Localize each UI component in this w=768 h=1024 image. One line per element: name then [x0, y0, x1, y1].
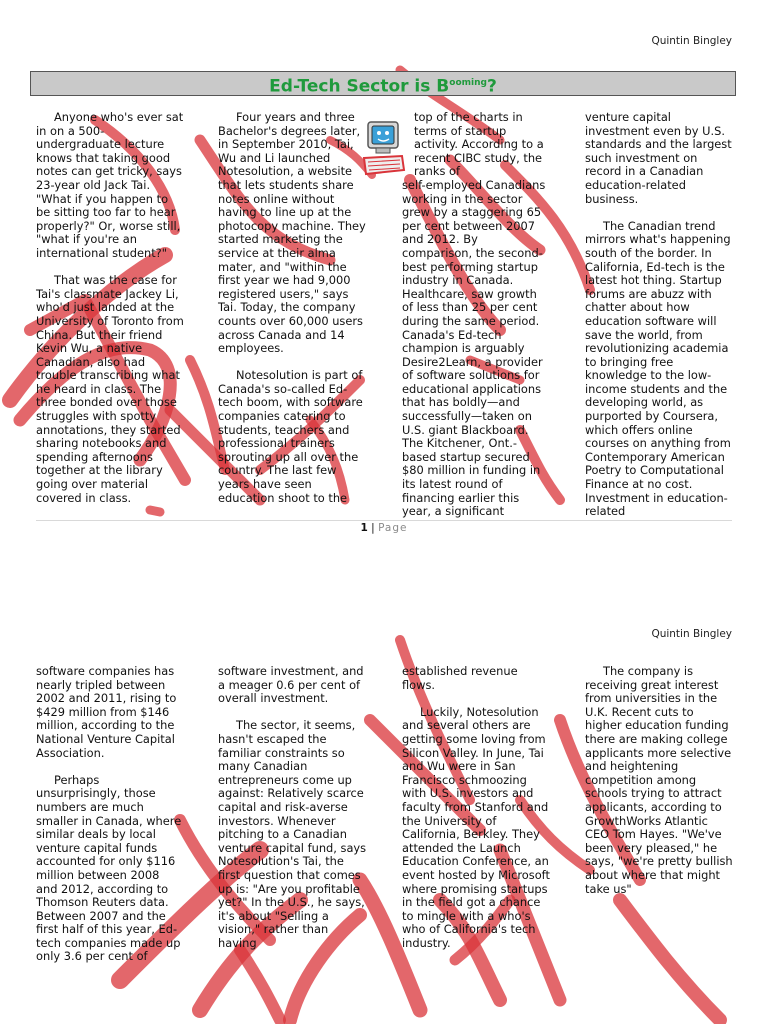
footer-divider — [36, 520, 732, 521]
page2-column-1 — [36, 665, 184, 978]
paragraph: Notesolution is part of Canada's so-called Ed-tech boom, with software companies catering to students, teachers and professional trainers sprouting up all over the country. The last few years have seen education shoot to the — [218, 368, 363, 505]
paragraph-wrap-around-image: top of the charts in terms of startup activity. According to a recent CIBC study, the ranks of — [414, 110, 544, 179]
paragraph: self-employed Canadians working in the sector grew by a staggering 65 per cent between 2007 and 2012. By comparison, the second-best performing startup industry in Canada. Healthcare, saw growth of less than 25 per cent during the same period. Canada's Ed-tech champion is arguably Desire2Learn, a provider of software solutions for educational applications that has boldly—and successfully—taken on U.S. giant Blackboard. The Kitchener, Ont.-based startup secured $80 million in funding in its latest round of financing earlier this year, a significant — [402, 177, 546, 519]
computer-clipart-icon — [362, 118, 406, 184]
paragraph: The company is receiving great interest from universities in the U.K. Recent cuts to higher education funding there are making college applicants more selective and heightening competition among schools trying to attract applicants, according to GrowthWorks Atlantic CEO Tom Hayes. "We've been very pleased," he says, "we're pretty bullish about where that might take us" — [585, 664, 733, 896]
page2-column-3 — [402, 665, 550, 964]
title-superscript: ooming — [449, 78, 487, 88]
paragraph: The sector, it seems, hasn't escaped the familiar constraints so many Canadian entrepreneurs come up against: Relatively scarce capital and risk-averse investors. Whenever pitching to a Canadian venture capital fund, says Notesolution's Tai, the first question that comes up is: "Are you profitable yet?" In the U.S., he says, it's about "Selling a vision," rather than having — [218, 718, 367, 950]
article-title — [30, 71, 736, 96]
page-separator: | — [371, 522, 375, 534]
author-name-page2: Quintin Bingley — [651, 628, 732, 640]
paragraph: The Canadian trend mirrors what's happening south of the border. In California, Ed-tech is the latest hot thing. Startup forums are abuzz with chatter about how education software will save the world, from revolutionizing academia to bringing free knowledge to the low-income students and the developing world, as purported by Coursera, which offers online courses on anything from Contemporary American Poetry to Computational Finance at no cost. Investment in education-related — [585, 218, 731, 519]
page2-column-2 — [218, 665, 368, 964]
paragraph: Four years and three Bachelor's degrees later, in September 2010, Tai, Wu and Li launched Notesolution, a website that lets students share notes online without having to line up at the photocopy machine. They started marketing the service at their alma mater, and "within the first year we had 9,000 registered users," says Tai. Today, the company counts over 60,000 users across Canada and 14 employees. — [218, 110, 366, 356]
paragraph: That was the case for Tai's classmate Jackey Li, who'd just landed at the University of Toronto from China. But their friend Kevin Wu, a native Canadian, also had trouble transcribing what he heard in class. The three bonded over those struggles with spotty annotations, they started sharing notebooks and spending afternoons together at the library going over material covered in class. — [36, 273, 184, 505]
paragraph: Perhaps unsurprisingly, those numbers are much smaller in Canada, where similar deals by local venture capital funds accounted for only $116 million between 2008 and 2012, according to Thomson Reuters data. Between 2007 and the first half of this year, Ed-tech companies made up only 3.6 per cent of — [36, 772, 182, 964]
page-number: 1 — [360, 522, 368, 534]
page1-column-3 — [402, 111, 550, 519]
paragraph: software investment, and a meager 0.6 per cent of overall investment. — [218, 664, 364, 706]
page1-column-2 — [218, 111, 368, 519]
title-question-mark: ? — [486, 76, 497, 97]
author-name: Quintin Bingley — [651, 35, 732, 47]
page1-column-1 — [36, 111, 184, 519]
page-label: Page — [378, 522, 408, 534]
paragraph: Anyone who's ever sat in on a 500-undergraduate lecture knows that taking good notes can get tricky, says 23-year old Jack Tai. "What if you happen to be sitting too far to hear properly?" Or, worse still, "what if you're an international student?" — [36, 110, 184, 260]
page-footer — [0, 522, 768, 534]
page2-column-4 — [585, 665, 733, 910]
paragraph: venture capital investment even by U.S. standards and the largest such investment on record in a Canadian education-related business. — [585, 110, 732, 206]
paragraph: established revenue flows. — [402, 664, 518, 692]
title-text: Ed-Tech Sector is B — [269, 76, 450, 97]
page1-column-4 — [585, 111, 733, 532]
paragraph: software companies has nearly tripled between 2002 and 2011, rising to $429 million from $146 million, according to the National Venture Capital Association. — [36, 664, 177, 760]
paragraph: Luckily, Notesolution and several others are getting some loving from Silicon Valley. In June, Tai and Wu were in San Francisco schmoozing with U.S. investors and faculty from Stanford and the University of California, Berkley. They attended the Launch Education Conference, an event hosted by Microsoft where promising startups in the field got a chance to mingle with a who's who of California's tech industry. — [402, 704, 550, 950]
